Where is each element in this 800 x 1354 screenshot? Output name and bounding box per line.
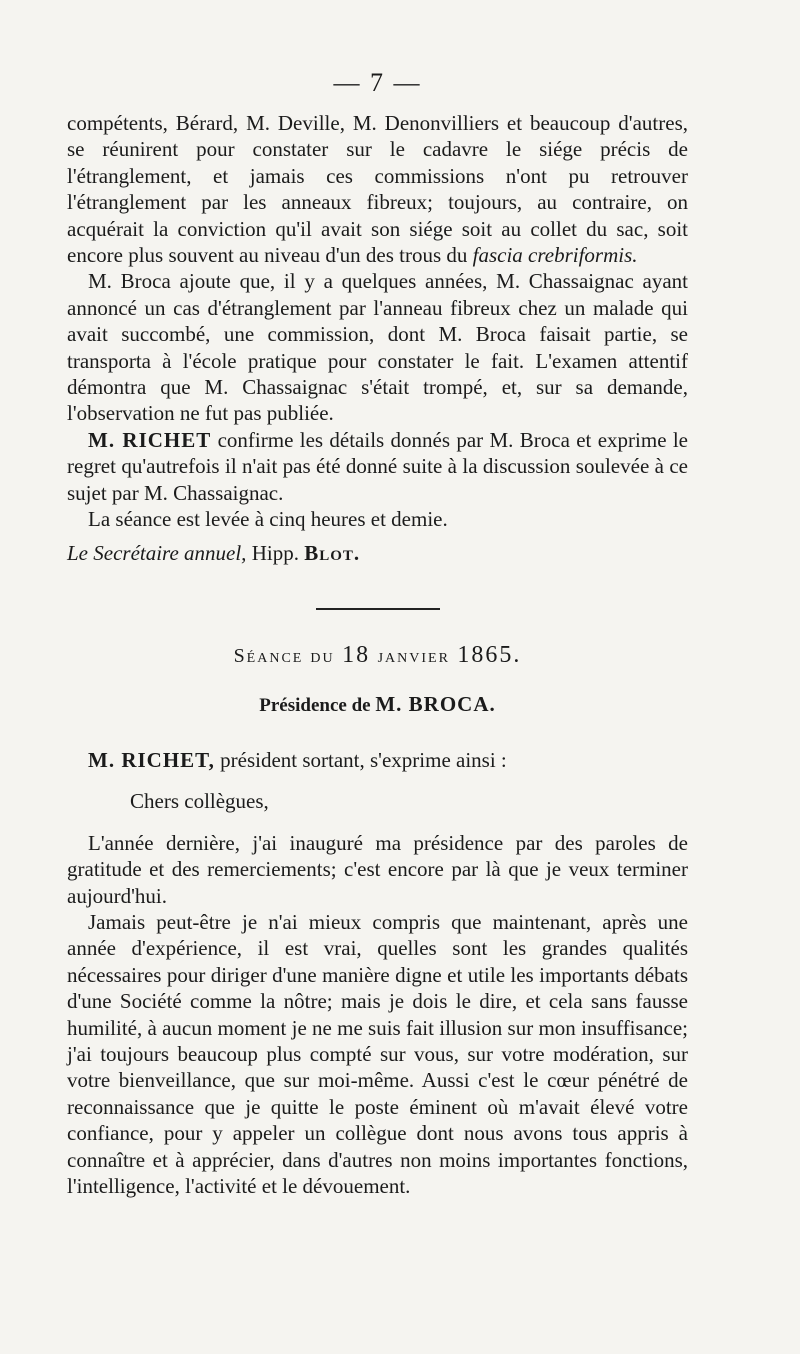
- presidence-heading: [67, 691, 688, 719]
- speaker-name: M. RICHET,: [88, 747, 215, 772]
- seance-year: 1865.: [457, 641, 522, 668]
- speaker-name: M. RICHET: [88, 427, 212, 452]
- paragraph-richet: [67, 427, 688, 506]
- seance-prefix: Séance du: [233, 644, 335, 667]
- section-divider: [316, 608, 440, 610]
- speech-intro: [67, 747, 688, 773]
- seance-day: 18: [342, 641, 371, 668]
- speech-paragraph: Jamais peut-être je n'ai mieux compris que maintenant, après une année d'expérience, il est vrai, quelles sont les grandes qualités nécessaires pour diriger d'une manière digne et utile les importants débats d'une Société comme la nôtre; mais je dois le dire, et cela sans fausse humilité, à aucun moment je ne me suis fait illusion sur mon insuffisance; j'ai toujours beaucoup plus compté sur vous, sur votre modération, sur votre bienveillance, que sur moi-même. Aussi c'est le cœur pénétré de reconnaissance que je quitte le poste éminent où m'avait élevé votre confiance, pour y appeler un collègue dont nous avons tous appris à connaître et à apprécier, dans d'autres non moins importantes fonctions, l'intelligence, l'activité et le dévouement.: [67, 909, 688, 1198]
- salutation: Chers collègues,: [130, 789, 269, 814]
- speech-paragraph: L'année dernière, j'ai inauguré ma présidence par des paroles de gratitude et des remerciements; c'est encore par là que je veux terminer aujourd'hui.: [67, 830, 688, 908]
- presidence-label: Présidence de: [259, 694, 371, 716]
- seance-month: janvier: [377, 644, 450, 667]
- page-number: — 7 —: [333, 68, 422, 97]
- paragraph-text: confirme les détails donnés par M. Broca et exprime le regret qu'autrefois il n'ait pas été donné suite à la discussion soulevée à ce sujet par M. Chassaignac.: [67, 427, 689, 505]
- paragraph-broca: M. Broca ajoute que, il y a quelques années, M. Chassaignac ayant annoncé un cas d'étranglement par l'anneau fibreux chez un malade qui avait succombé, une commission, dont M. Broca faisait partie, se transporta à l'école pratique pour constater le fait. L'examen attentif démontra que M. Chassaignac s'était trompé, et, sur sa demande, l'observation ne fut pas publiée.: [67, 269, 688, 426]
- signature-name: Hipp.: [251, 540, 299, 565]
- paragraph-text: compétents, Bérard, M. Deville, M. Denonvilliers et beaucoup d'autres, se réunirent pour constater sur le cadavre le siége précis de l'étranglement, et jamais ces commissions n'ont pu retrouver l'étranglement par les anneaux fibreux; toujours, au contraire, on acquérait la conviction qu'il avait son siége soit au collet du sac, soit encore plus souvent au niveau d'un des trous du: [67, 111, 688, 268]
- italic-term: fascia crebriformis.: [472, 243, 638, 268]
- paragraph-closing: La séance est levée à cinq heures et demie.: [88, 507, 448, 532]
- seance-heading: [67, 640, 688, 671]
- signature: [67, 540, 688, 566]
- paragraph-continuation: [67, 110, 688, 268]
- presidence-name: M. BROCA.: [375, 691, 496, 716]
- speech-intro-text: président sortant, s'exprime ainsi :: [220, 747, 507, 772]
- signature-surname: Blot.: [304, 540, 361, 565]
- signature-title: Le Secrétaire annuel,: [67, 540, 247, 565]
